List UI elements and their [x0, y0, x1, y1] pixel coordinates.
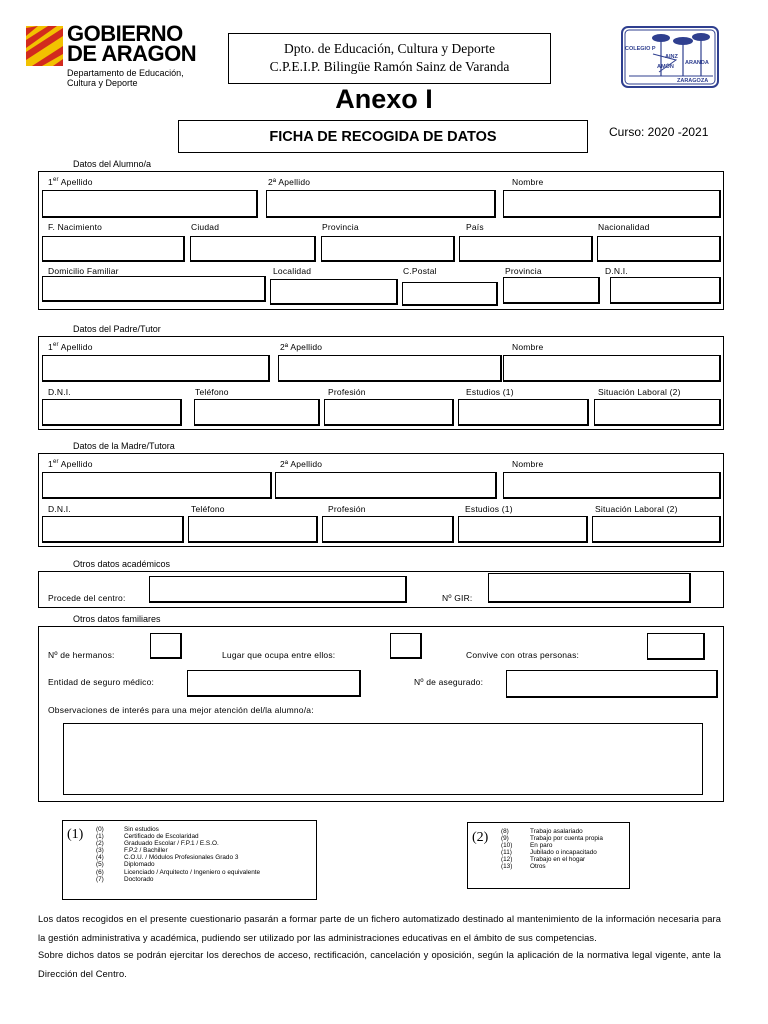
- madre-nombre-field[interactable]: [503, 472, 721, 499]
- legend-estudios-code-7: (7): [96, 875, 104, 883]
- alumno-localidad-input[interactable]: [271, 280, 396, 303]
- padre-label-situacion: Situación Laboral (2): [598, 387, 681, 397]
- madre-situacion-field[interactable]: [592, 516, 721, 543]
- alumno-ciudad-input[interactable]: [191, 237, 314, 260]
- padre-telefono-field[interactable]: [194, 399, 320, 426]
- padre-apellido1-input[interactable]: [43, 356, 268, 380]
- school-logo-text4: AMÓN: [657, 64, 674, 70]
- alumno-nacionalidad-field[interactable]: [597, 236, 721, 262]
- label-nacionalidad: Nacionalidad: [598, 222, 650, 232]
- legend-estudios-item-0: Sin estudios: [124, 826, 159, 833]
- legend-laboral-code-5: (13): [501, 863, 513, 871]
- alumno-apellido2-input[interactable]: [267, 191, 494, 216]
- legend-estudios-code-1: (1): [96, 833, 104, 841]
- footer-paragraph-1: Los datos recogidos en el presente cuestionario pasarán a formar parte de un fichero automatizado destinado al mantenimiento de la información necesaria para la gestión administrativa y académica, pudiendo ser utilizado por las administraciones educativas en el ámbito de sus competencias.: [38, 914, 721, 943]
- label-convive: Convive con otras personas:: [466, 650, 580, 660]
- legend-estudios-items: [124, 826, 260, 883]
- label-nacimiento: F. Nacimiento: [48, 222, 103, 232]
- label-observaciones: Observaciones de interés para una mejor atención del/la alumno/a:: [48, 705, 314, 715]
- legend-laboral-item-2: En paro: [530, 842, 553, 850]
- madre-apellido1-input[interactable]: [43, 473, 270, 497]
- label-centro: Procede del centro:: [48, 593, 126, 603]
- alumno-ciudad-field[interactable]: [190, 236, 316, 262]
- alumno-provincia-input[interactable]: [322, 237, 453, 260]
- madre-telefono-field[interactable]: [188, 516, 318, 543]
- madre-label-profesion: Profesión: [328, 504, 366, 514]
- legend-laboral-mark: (2): [472, 830, 489, 845]
- legend-estudios-item-7: Doctorado: [124, 875, 154, 883]
- legend-estudios-code-6: (6): [96, 868, 104, 876]
- padre-apellido2-field[interactable]: [278, 355, 502, 382]
- legend-estudios-item-1: Certificado de Escolaridad: [124, 833, 199, 841]
- padre-telefono-input[interactable]: [195, 400, 318, 424]
- madre-telefono-input[interactable]: [189, 517, 316, 541]
- madre-dni-field[interactable]: [42, 516, 184, 543]
- label-gir: Nº GIR:: [442, 593, 473, 603]
- padre-estudios-input[interactable]: [459, 400, 587, 424]
- alumno-provincia-field[interactable]: [321, 236, 455, 262]
- padre-dni-input[interactable]: [43, 400, 180, 424]
- legend-estudios-code-5: (5): [96, 861, 104, 869]
- aragon-flag-icon: [26, 26, 63, 66]
- section-familiares: Otros datos familiares: [73, 614, 161, 624]
- alumno-provincia2-field[interactable]: [503, 277, 600, 304]
- alumno-domicilio-input[interactable]: [43, 277, 264, 300]
- madre-situacion-input[interactable]: [593, 517, 719, 541]
- madre-dni-input[interactable]: [43, 517, 182, 541]
- madre-profesion-input[interactable]: [323, 517, 452, 541]
- madre-profesion-field[interactable]: [322, 516, 454, 543]
- dept-line1: Departamento de Educación,: [67, 68, 184, 78]
- alumno-nacimiento-input[interactable]: [43, 237, 183, 260]
- padre-situacion-field[interactable]: [594, 399, 721, 426]
- padre-label-telefono: Teléfono: [195, 387, 229, 397]
- legend-laboral-code-2: (10): [501, 842, 513, 850]
- centro-input[interactable]: [150, 577, 405, 601]
- padre-apellido1-field[interactable]: [42, 355, 270, 382]
- padre-apellido2-input[interactable]: [279, 356, 500, 380]
- page-title: Anexo I: [335, 84, 433, 114]
- school-logo-text3: ARANDA: [685, 60, 709, 66]
- label-lugar: Lugar que ocupa entre ellos:: [222, 650, 336, 660]
- label-seguro: Entidad de seguro médico:: [48, 677, 155, 687]
- legend-laboral-item-0: Trabajo asalariado: [530, 828, 583, 835]
- madre-label-nombre: Nombre: [512, 459, 544, 469]
- padre-label-estudios: Estudios (1): [466, 387, 514, 397]
- alumno-dni-field[interactable]: [610, 277, 721, 304]
- gov-line2: DE ARAGON: [67, 41, 197, 66]
- madre-estudios-field[interactable]: [458, 516, 588, 543]
- legend-laboral-codes: [501, 828, 512, 871]
- label-provincia: Provincia: [322, 222, 359, 232]
- seguro-input[interactable]: [188, 671, 359, 695]
- hermanos-field[interactable]: [150, 633, 182, 659]
- legend-estudios-code-3: (3): [96, 847, 104, 855]
- alumno-nombre-field[interactable]: [503, 190, 721, 218]
- seguro-field[interactable]: [187, 670, 361, 697]
- label-pais: País: [466, 222, 484, 232]
- school-logo-text5: ZARAGOZA: [677, 78, 709, 84]
- padre-situacion-input[interactable]: [595, 400, 719, 424]
- alumno-nacionalidad-input[interactable]: [598, 237, 719, 260]
- legend-estudios-item-4: C.O.U. / Módulos Profesionales Grado 3: [124, 854, 239, 862]
- madre-apellido2-input[interactable]: [276, 473, 495, 497]
- label-dni: D.N.I.: [605, 266, 628, 276]
- legend-estudios-item-6: Licenciado / Arquitecto / Ingeniero o equivalente: [124, 868, 261, 876]
- label-hermanos: Nº de hermanos:: [48, 650, 115, 660]
- legend-laboral-item-1: Trabajo por cuenta propia: [530, 835, 603, 843]
- label-domicilio: Domicilio Familiar: [48, 266, 119, 276]
- padre-estudios-field[interactable]: [458, 399, 589, 426]
- alumno-nacimiento-field[interactable]: [42, 236, 185, 262]
- observaciones-textarea[interactable]: [64, 724, 702, 794]
- legend-estudios-codes: [96, 826, 104, 883]
- legend-laboral-item-5: Otros: [530, 863, 546, 871]
- school-logo: [621, 26, 719, 88]
- legend-estudios: [62, 820, 317, 900]
- madre-label-telefono: Teléfono: [191, 504, 225, 514]
- lugar-field[interactable]: [390, 633, 422, 659]
- section-academicos: Otros datos académicos: [73, 559, 171, 569]
- legend-laboral-code-0: (8): [501, 828, 509, 835]
- padre-profesion-input[interactable]: [325, 400, 452, 424]
- label-ciudad: Ciudad: [191, 222, 220, 232]
- legend-estudios-item-2: Graduado Escolar / F.P.1 / E.S.O.: [124, 840, 219, 848]
- section-madre: Datos de la Madre/Tutora: [73, 441, 175, 451]
- section-padre: Datos del Padre/Tutor: [73, 324, 161, 334]
- alumno-localidad-field[interactable]: [270, 279, 398, 305]
- observaciones-field[interactable]: [63, 723, 703, 795]
- legend-laboral-item-3: Jubilado o incapacitado: [530, 849, 597, 857]
- padre-label-apellido1: 1er Apellido: [48, 342, 93, 352]
- madre-label-apellido1: 1er Apellido: [48, 459, 93, 469]
- label-apellido1: 1er Apellido: [48, 177, 93, 187]
- alumno-dni-input[interactable]: [611, 278, 719, 302]
- school-logo-text2: AINZ: [665, 54, 678, 60]
- madre-apellido2-field[interactable]: [275, 472, 497, 499]
- label-apellido2: 2ª Apellido: [268, 177, 311, 187]
- padre-nombre-field[interactable]: [503, 355, 721, 382]
- label-provincia2: Provincia: [505, 266, 542, 276]
- school-logo-text1: COLEGIO P: [625, 46, 656, 52]
- legend-estudios-item-3: F.P.2 / Bachiller: [124, 847, 168, 855]
- label-nombre: Nombre: [512, 177, 544, 187]
- subtitle: FICHA DE RECOGIDA DE DATOS: [269, 129, 497, 145]
- legend-estudios-code-0: (0): [96, 826, 104, 833]
- alumno-provincia2-input[interactable]: [504, 278, 598, 302]
- padre-dni-field[interactable]: [42, 399, 182, 426]
- alumno-domicilio-field[interactable]: [42, 276, 266, 302]
- alumno-pais-input[interactable]: [460, 237, 591, 260]
- dept-box-line2: C.P.E.I.P. Bilingüe Ramón Sainz de Varanda: [269, 59, 510, 74]
- subtitle-box: [178, 120, 588, 153]
- legend-laboral-code-3: (11): [501, 849, 512, 857]
- convive-input[interactable]: [648, 634, 703, 658]
- gir-field[interactable]: [488, 573, 691, 603]
- gir-input[interactable]: [489, 574, 689, 601]
- legend-estudios-code-4: (4): [96, 854, 104, 862]
- madre-label-apellido2: 2ª Apellido: [280, 459, 323, 469]
- padre-label-nombre: Nombre: [512, 342, 544, 352]
- legend-laboral-items: [530, 828, 603, 871]
- section-alumno: Datos del Alumno/a: [73, 159, 152, 169]
- aragon-logo: [26, 21, 206, 88]
- curso: Curso: 2020 -2021: [609, 125, 709, 139]
- alumno-nombre-input[interactable]: [504, 191, 719, 216]
- madre-estudios-input[interactable]: [459, 517, 586, 541]
- alumno-apellido1-input[interactable]: [43, 191, 256, 216]
- madre-nombre-input[interactable]: [504, 473, 719, 497]
- dept-box-line1: Dpto. de Educación, Cultura y Deporte: [283, 41, 496, 56]
- padre-label-apellido2: 2ª Apellido: [280, 342, 323, 352]
- footer-paragraph-2: Sobre dichos datos se podrán ejercitar los derechos de acceso, rectificación, cancelación y oposición, según la aplicación de la normativa legal vigente, ante la Dirección del Centro.: [38, 950, 721, 979]
- label-asegurado: Nº de asegurado:: [414, 677, 484, 687]
- madre-label-dni: D.N.I.: [48, 504, 71, 514]
- padre-nombre-input[interactable]: [504, 356, 719, 380]
- padre-label-dni: D.N.I.: [48, 387, 71, 397]
- label-localidad: Localidad: [273, 266, 312, 276]
- legend-laboral-code-4: (12): [501, 856, 513, 864]
- legend-estudios-mark: (1): [67, 827, 84, 842]
- alumno-cpostal-input[interactable]: [403, 283, 496, 304]
- padre-label-profesion: Profesión: [328, 387, 366, 397]
- label-cpostal: C.Postal: [403, 266, 437, 276]
- legend-laboral-code-1: (9): [501, 835, 509, 843]
- legend-laboral-item-4: Trabajo en el hogar: [530, 856, 586, 864]
- alumno-apellido1-field[interactable]: [42, 190, 258, 218]
- madre-label-situacion: Situación Laboral (2): [595, 504, 678, 514]
- legend-laboral: [467, 822, 630, 889]
- dept-line2: Cultura y Deporte: [67, 78, 138, 88]
- legend-estudios-code-2: (2): [96, 840, 104, 848]
- padre-profesion-field[interactable]: [324, 399, 454, 426]
- madre-apellido1-field[interactable]: [42, 472, 272, 499]
- lugar-input[interactable]: [391, 634, 420, 657]
- gov-line1: GOBIERNO: [67, 21, 183, 46]
- centro-field[interactable]: [149, 576, 407, 603]
- dept-box: [228, 33, 551, 84]
- asegurado-input[interactable]: [507, 671, 716, 696]
- hermanos-input[interactable]: [151, 634, 180, 657]
- alumno-cpostal-field[interactable]: [402, 282, 498, 306]
- legend-estudios-item-5: Diplomado: [124, 861, 155, 869]
- alumno-apellido2-field[interactable]: [266, 190, 496, 218]
- alumno-pais-field[interactable]: [459, 236, 593, 262]
- convive-field[interactable]: [647, 633, 705, 660]
- asegurado-field[interactable]: [506, 670, 718, 698]
- madre-label-estudios: Estudios (1): [465, 504, 513, 514]
